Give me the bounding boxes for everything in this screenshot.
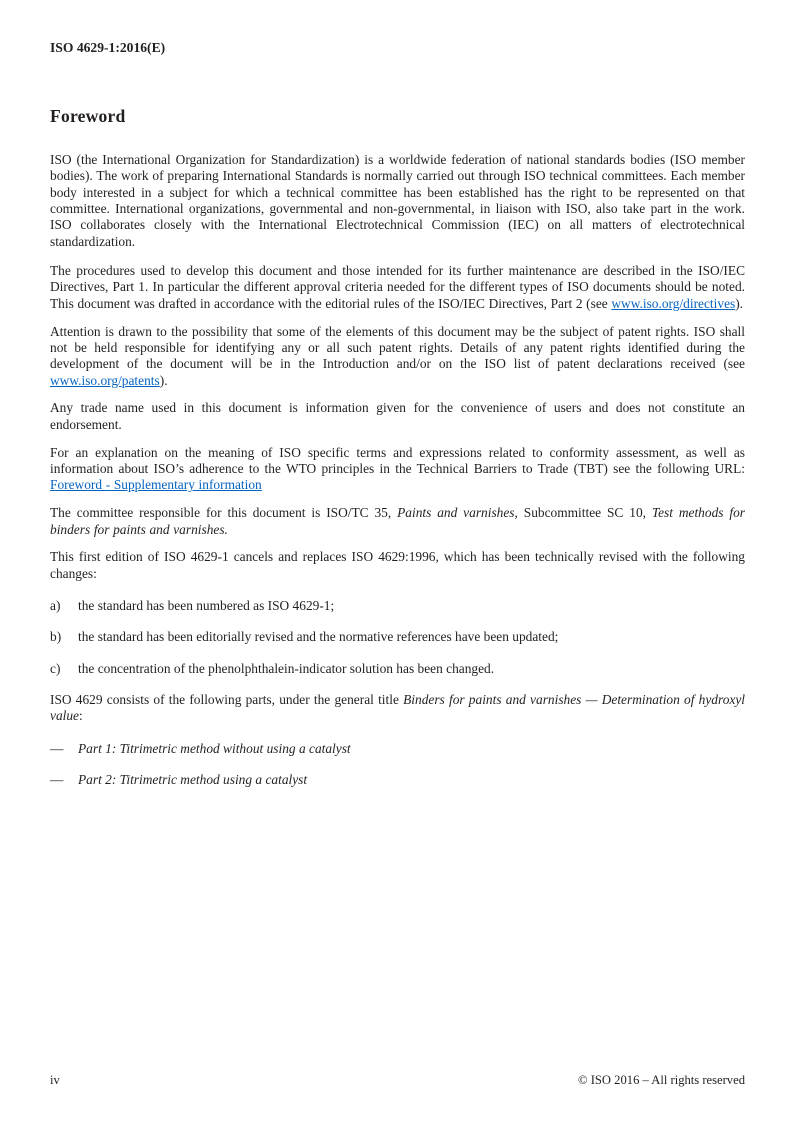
paragraph-text: : (79, 708, 83, 724)
paragraph-patent-rights (50, 324, 745, 389)
paragraph-text: ISO (the International Organization for Standardization) is a worldwide federation of national standards bodies (ISO member bodies). The work of preparing International Standards is normally carried out through ISO technical committees. Each member body interested in a subject for which a technical committee has been established has the right to be represented on that committee. International organizations, governmental and non-governmental, in liaison with ISO, also take part in the work. ISO collaborates closely with the International Electrotechnical Commission (IEC) on all matters of electrotechnical standardization. (50, 152, 745, 249)
paragraph-text: , Subcommittee SC 10, (514, 505, 652, 521)
paragraph-iso-federation (50, 152, 745, 250)
paragraph-wto-tbt (50, 445, 745, 494)
list-item-text: the standard has been editorially revised and the normative references have been updated; (78, 629, 559, 645)
page-title: Foreword (50, 106, 126, 126)
paragraph-procedures (50, 263, 745, 312)
paragraph-trade-name (50, 400, 745, 433)
paragraph-text: The procedures used to develop this document and those intended for its further maintenance are described in the ISO/IEC Directives, Part 1. In particular the different approval criteria needed for the different types of ISO documents should be noted. This document was drafted in accordance with the editorial rules of the ISO/IEC Directives, Part 2 (see (50, 263, 745, 311)
paragraph-text: Attention is drawn to the possibility that some of the elements of this document may be the subject of patent rights. ISO shall not be held responsible for identifying any or all such patent rights. Details of any patent rights identified during the development of the document will be in the Introduction and/or on the ISO list of patent declarations received (see (50, 323, 745, 372)
committee-name-italic: Paints and varnishes (397, 505, 515, 521)
subcommittee-name-italic: Test methods for binders for paints and varnishes. (50, 505, 745, 537)
list-item (50, 629, 745, 645)
paragraph-text: This first edition of ISO 4629-1 cancels and replaces ISO 4629:1996, which has been technically revised with the following changes: (50, 549, 745, 581)
copyright-notice: © ISO 2016 – All rights reserved (578, 1073, 745, 1087)
list-item (50, 661, 745, 677)
dash-marker: — (50, 740, 64, 756)
dash-marker: — (50, 772, 64, 788)
paragraph-text: For an explanation on the meaning of ISO specific terms and expressions related to conformity assessment, as well as information about ISO’s adherence to the WTO principles in the Technical Barriers to Trade (TBT) see the following URL: (50, 444, 745, 476)
list-marker: b) (50, 629, 62, 645)
list-item (50, 772, 745, 788)
list-item-text: the standard has been numbered as ISO 4629-1; (78, 598, 335, 614)
part-title-italic: Part 2: Titrimetric method using a catalyst (78, 772, 308, 788)
document-id-header: ISO 4629-1:2016(E) (50, 40, 166, 55)
paragraph-text: ). (735, 295, 744, 311)
paragraph-text: Any trade name used in this document is information given for the convenience of users and does not constitute an endorsement. (50, 400, 745, 432)
list-marker: a) (50, 598, 61, 614)
paragraph-first-edition (50, 549, 745, 582)
link-iso-patents[interactable]: www.iso.org/patents (50, 372, 160, 388)
paragraph-text: ISO 4629 consists of the following parts, under the general title (50, 692, 404, 708)
link-foreword-supplementary[interactable]: Foreword - Supplementary information (50, 477, 262, 493)
paragraph-text: The committee responsible for this document is ISO/TC 35, (50, 505, 398, 521)
paragraph-text: ). (159, 372, 168, 388)
page-number: iv (50, 1073, 60, 1087)
link-iso-directives[interactable]: www.iso.org/directives (611, 295, 736, 311)
part-title-italic: Part 1: Titrimetric method without using a catalyst (78, 740, 351, 756)
list-marker: c) (50, 660, 61, 676)
list-item-text: the concentration of the phenolphthalein-indicator solution has been changed. (78, 660, 495, 676)
paragraph-committee (50, 505, 745, 538)
paragraph-parts-intro (50, 692, 745, 725)
list-item (50, 598, 745, 614)
page-footer (50, 1073, 745, 1088)
list-item (50, 741, 745, 757)
series-title-italic: Binders for paints and varnishes — Determination of hydroxyl value (50, 692, 745, 724)
changes-list (50, 598, 745, 677)
parts-list (50, 741, 745, 789)
